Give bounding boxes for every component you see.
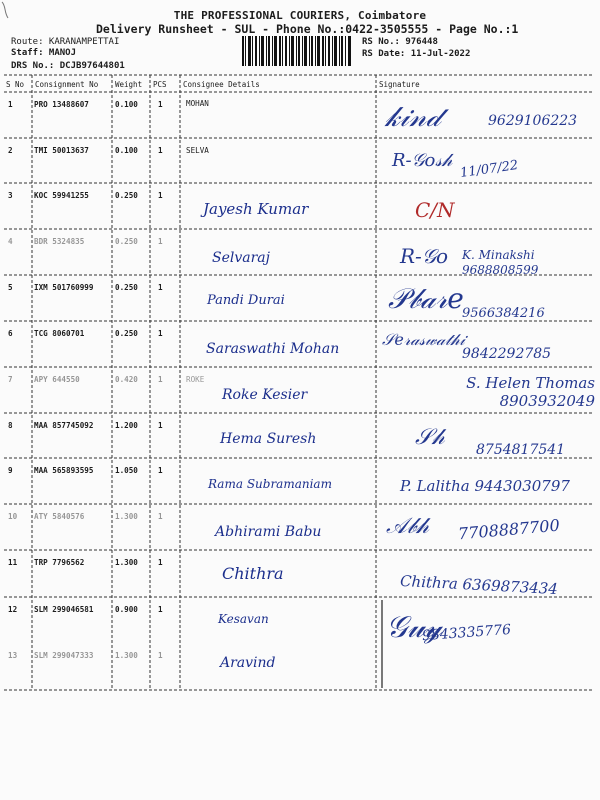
row-consignment: SLM 299046581 [34, 605, 94, 614]
row-consignment: ATY 5840576 [34, 512, 85, 521]
row-sno: 3 [8, 191, 13, 200]
row-signature-note: 9843335776 [421, 621, 512, 645]
row-consignee-handwritten: Kesavan [218, 612, 269, 626]
row-pcs: 1 [158, 375, 163, 384]
row-pcs: 1 [158, 146, 163, 155]
signature-scribble: 𝒫𝒷𝒶𝓇𝑒 [388, 282, 464, 315]
row-sno: 9 [8, 466, 13, 475]
row-sno: 1 [8, 100, 13, 109]
row-signature-note: 9566384216 [462, 306, 545, 321]
row-signature-note: 8754817541 [476, 442, 566, 458]
signature-scribble: 𝑅-𝒢𝑜 [400, 244, 449, 268]
row-signature-note: 11/07/22 [459, 158, 520, 181]
row-consignment: TMI 50013637 [34, 146, 89, 155]
row-pcs: 1 [158, 283, 163, 292]
row-signature-note: Chithra 6369873434 [399, 571, 559, 599]
row-sno: 13 [8, 651, 18, 660]
row-consignment: APY 644550 [34, 375, 80, 384]
row-sno: 7 [8, 375, 13, 384]
signature-scribble: R-𝒢𝑜𝓈𝒽 [392, 150, 453, 171]
row-consignee-handwritten: Saraswathi Mohan [206, 341, 340, 357]
rs-date: RS Date: 11-Jul-2022 [362, 49, 471, 59]
row-signature-note: K. Minakshi 9688808599 [462, 248, 539, 277]
row-weight: 0.250 [115, 283, 138, 292]
row-sno: 6 [8, 329, 13, 338]
row-pcs: 1 [158, 191, 163, 200]
row-weight: 1.050 [115, 466, 138, 475]
row-consignment: MAA 565893595 [34, 466, 94, 475]
row-weight: 0.100 [115, 146, 138, 155]
row-signature-note: S. Helen Thomas 8903932049 [466, 374, 595, 410]
row-consignee-handwritten: Jayesh Kumar [203, 200, 309, 218]
row-pcs: 1 [158, 421, 163, 430]
row-pcs: 1 [158, 329, 163, 338]
row-signature-note: 9842292785 [462, 346, 552, 362]
runsheet-subtitle: Delivery Runsheet - SUL - Phone No.:0422-3505555 - Page No.:1 [96, 22, 519, 36]
row-weight: 0.250 [115, 329, 138, 338]
row-pcs: 1 [158, 651, 163, 660]
row-consignment: TRP 7796562 [34, 558, 85, 567]
row-sno: 4 [8, 237, 13, 246]
row-consignee-handwritten: Pandi Durai [207, 293, 285, 308]
row-consignee-printed: ROKE [186, 375, 205, 384]
row-consignment: KOC 59941255 [34, 191, 89, 200]
row-consignee-handwritten: Rama Subramaniam [208, 477, 332, 491]
col-sno: S No [6, 80, 25, 89]
col-weight: Weight [115, 80, 143, 89]
row-pcs: 1 [158, 466, 163, 475]
row-consignee-handwritten: Abhirami Babu [215, 524, 322, 540]
signature-scribble: 𝒮𝑒𝓇𝒶𝓈𝓌𝒶𝓉𝒽𝒾 [382, 330, 465, 349]
row-consignment: TCG 8060701 [34, 329, 85, 338]
signature-scribble: 𝒮𝒽 [415, 425, 445, 450]
signature-scribble: 𝒢𝓊𝓎 [386, 610, 442, 645]
row-weight: 0.900 [115, 605, 138, 614]
col-consignment: Consignment No [35, 80, 99, 89]
row-consignee-printed: MOHAN [186, 99, 209, 108]
row-sno: 12 [8, 605, 18, 614]
row-weight: 1.200 [115, 421, 138, 430]
row-weight: 0.250 [115, 191, 138, 200]
row-pcs: 1 [158, 558, 163, 567]
route-label: Route: KARANAMPETTAI [11, 37, 120, 47]
corner-mark [0, 0, 14, 22]
row-consignee-handwritten: Selvaraj [212, 250, 270, 266]
row-pcs: 1 [158, 512, 163, 521]
row-consignee-handwritten: Hema Suresh [220, 431, 317, 447]
row-consignee-printed: SELVA [186, 146, 209, 155]
row-pcs: 1 [158, 100, 163, 109]
row-signature-note: C/N [415, 198, 455, 222]
col-signature: Signature [379, 80, 420, 89]
row-consignee-handwritten: Aravind [220, 655, 276, 671]
row-consignee-handwritten: Chithra [222, 564, 284, 583]
row-sno: 10 [8, 512, 18, 521]
row-pcs: 1 [158, 237, 163, 246]
row-weight: 0.420 [115, 375, 138, 384]
row-sno: 5 [8, 283, 13, 292]
row-consignment: SLM 299047333 [34, 651, 94, 660]
row-consignment: PRO 13488607 [34, 100, 89, 109]
row-signature-note: 7708887700 [457, 515, 561, 544]
col-pcs: PCS [153, 80, 167, 89]
col-consignee: Consignee Details [183, 80, 260, 89]
row-weight: 0.100 [115, 100, 138, 109]
row-signature-note: P. Lalitha 9443030797 [400, 477, 570, 495]
row-weight: 1.300 [115, 512, 138, 521]
row-sno: 8 [8, 421, 13, 430]
row-consignment: MAA 857745092 [34, 421, 94, 430]
row-sno: 2 [8, 146, 13, 155]
drs-number: DRS No.: DCJB97644801 [11, 61, 125, 71]
company-title: THE PROFESSIONAL COURIERS, Coimbatore [173, 9, 427, 22]
staff-label: Staff: MANOJ [11, 48, 77, 58]
row-signature-note: 9629106223 [488, 113, 578, 129]
row-weight: 0.250 [115, 237, 138, 246]
row-consignment: BDR 5324835 [34, 237, 85, 246]
row-weight: 1.300 [115, 651, 138, 660]
row-pcs: 1 [158, 605, 163, 614]
signature-scribble: 𝓀𝒾𝓃𝒹 [385, 100, 441, 133]
row-consignee-handwritten: Roke Kesier [222, 387, 308, 403]
row-weight: 1.300 [115, 558, 138, 567]
row-sno: 11 [8, 558, 18, 567]
signature-scribble: 𝒜𝒷𝒽 [386, 514, 429, 539]
rs-number: RS No.: 976448 [362, 37, 438, 47]
row-consignment: IXM 501760999 [34, 283, 94, 292]
